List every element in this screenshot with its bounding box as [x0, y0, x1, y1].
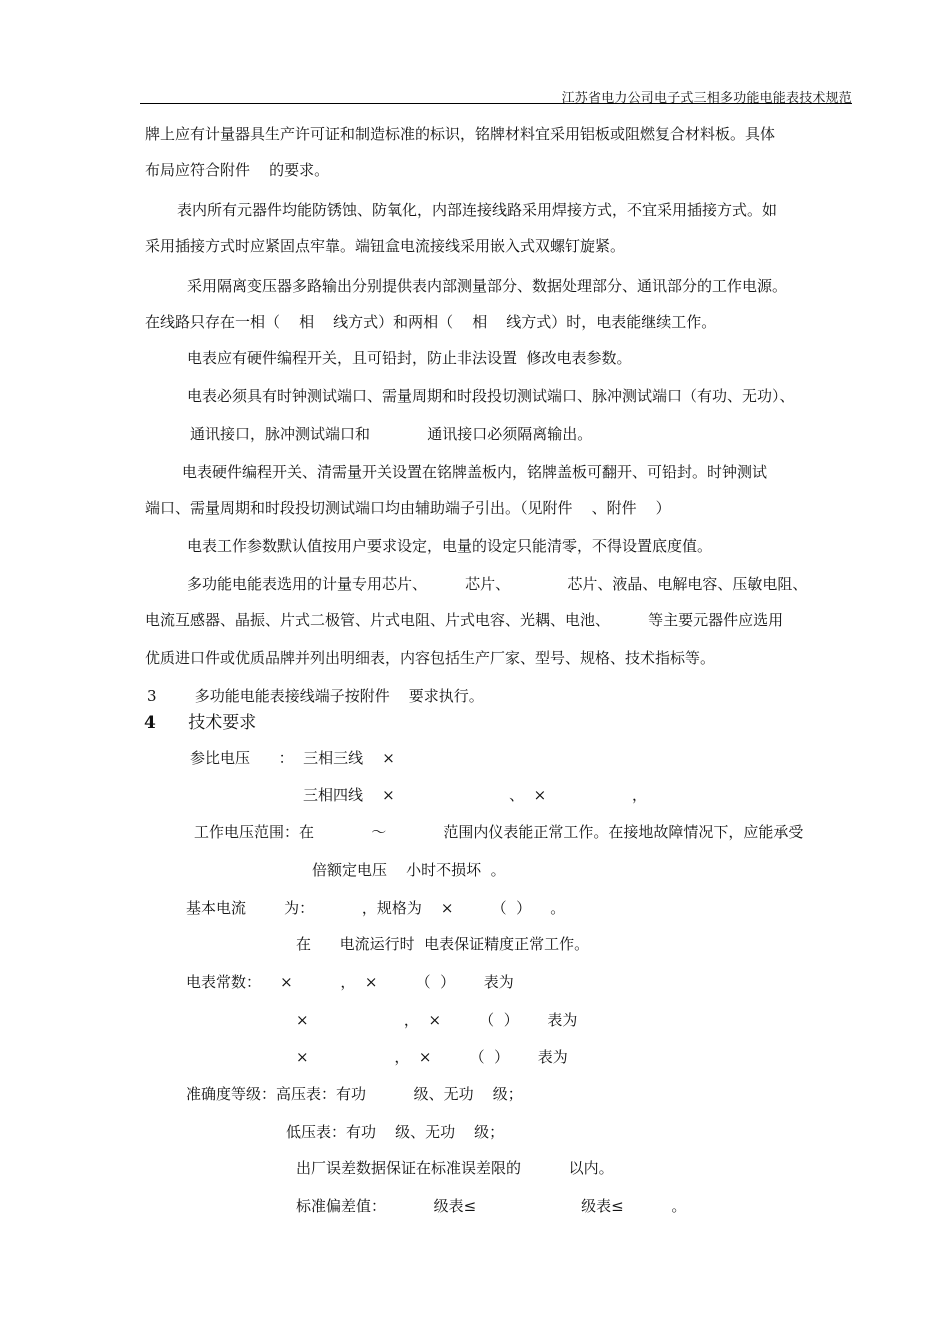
- section-number: 4: [144, 713, 156, 733]
- body-line: 在线路只存在一相（ 相 线方式）和两相（ 相 线方式）时，电表能继续工作。: [145, 313, 717, 331]
- spec-line: 低压表：有功 级、无功 级；: [286, 1123, 505, 1141]
- spec-line: × ， × （ ） 表为: [296, 1048, 568, 1066]
- body-line: 电流互感器、晶振、片式二极管、片式电阻、片式电容、光耦、电池、 等主要元器件应选用: [145, 611, 784, 629]
- header-title: 江苏省电力公司电子式三相多功能电能表技术规范: [561, 91, 852, 106]
- body-line: 电表工作参数默认值按用户要求设定，电量的设定只能清零，不得设置底度值。: [187, 537, 713, 555]
- body-line: 通讯接口，脉冲测试端口和 通讯接口必须隔离输出。: [190, 425, 593, 443]
- spec-line: 基本电流 为： ，规格为 × （ ） 。: [186, 899, 566, 917]
- spec-line: 在 电流运行时 电表保证精度正常工作。: [296, 935, 590, 953]
- spec-line: 电表常数： × ， × （ ） 表为: [186, 973, 514, 991]
- spec-line: 工作电压范围：在 ～ 范围内仪表能正常工作。在接地故障情况下，应能承受: [194, 823, 804, 841]
- section-title: 技术要求: [188, 713, 257, 733]
- spec-line: 准确度等级：高压表：有功 级、无功 级；: [186, 1085, 523, 1103]
- spec-line: 出厂误差数据保证在标准误差限的 以内。: [296, 1159, 614, 1177]
- body-line: 优质进口件或优质品牌并列出明细表，内容包括生产厂家、型号、规格、技术指标等。: [145, 649, 716, 667]
- spec-line: 倍额定电压 小时不损坏 。: [312, 861, 506, 879]
- body-line: 采用插接方式时应紧固点牢靠。端钮盒电流接线采用嵌入式双螺钉旋紧。: [145, 237, 626, 255]
- spec-line: × ， × （ ） 表为: [296, 1011, 578, 1029]
- body-line: 多功能电能表选用的计量专用芯片、 芯片、 芯片、液晶、电解电容、压敏电阻、: [187, 575, 808, 593]
- section-heading: [144, 713, 256, 733]
- spec-line: 标准偏差值： 级表≤ 级表≤ 。: [296, 1197, 687, 1215]
- body-line: 表内所有元器件均能防锈蚀、防氧化，内部连接线路采用焊接方式，不宜采用插接方式。如: [177, 201, 778, 219]
- body-line: 电表必须具有时钟测试端口、需量周期和时段投切测试端口、脉冲测试端口（有功、无功）、: [187, 387, 795, 405]
- body-line: 牌上应有计量器具生产许可证和制造标准的标识，铭牌材料宜采用铝板或阻燃复合材料板。具体: [145, 125, 776, 143]
- body-line: 布局应符合附件 的要求。: [145, 161, 330, 179]
- body-line: 电表硬件编程开关、清需量开关设置在铭牌盖板内，铭牌盖板可翻开、可铅封。时钟测试: [182, 463, 768, 481]
- spec-line: 参比电压 ： 三相三线 ×: [190, 749, 395, 767]
- body-line: 采用隔离变压器多路输出分别提供表内部测量部分、数据处理部分、通讯部分的工作电源。: [187, 277, 788, 295]
- body-line: 端口、需量周期和时段投切测试端口均由辅助端子引出。（见附件 、附件 ）: [145, 499, 671, 517]
- spec-line: 三相四线 × 、 × ，: [303, 786, 648, 804]
- body-line: 电表应有硬件编程开关，且可铅封，防止非法设置 修改电表参数。: [187, 349, 632, 367]
- header-divider: [140, 103, 852, 104]
- body-line: 3 多功能电能表接线端子按附件 要求执行。: [147, 687, 484, 705]
